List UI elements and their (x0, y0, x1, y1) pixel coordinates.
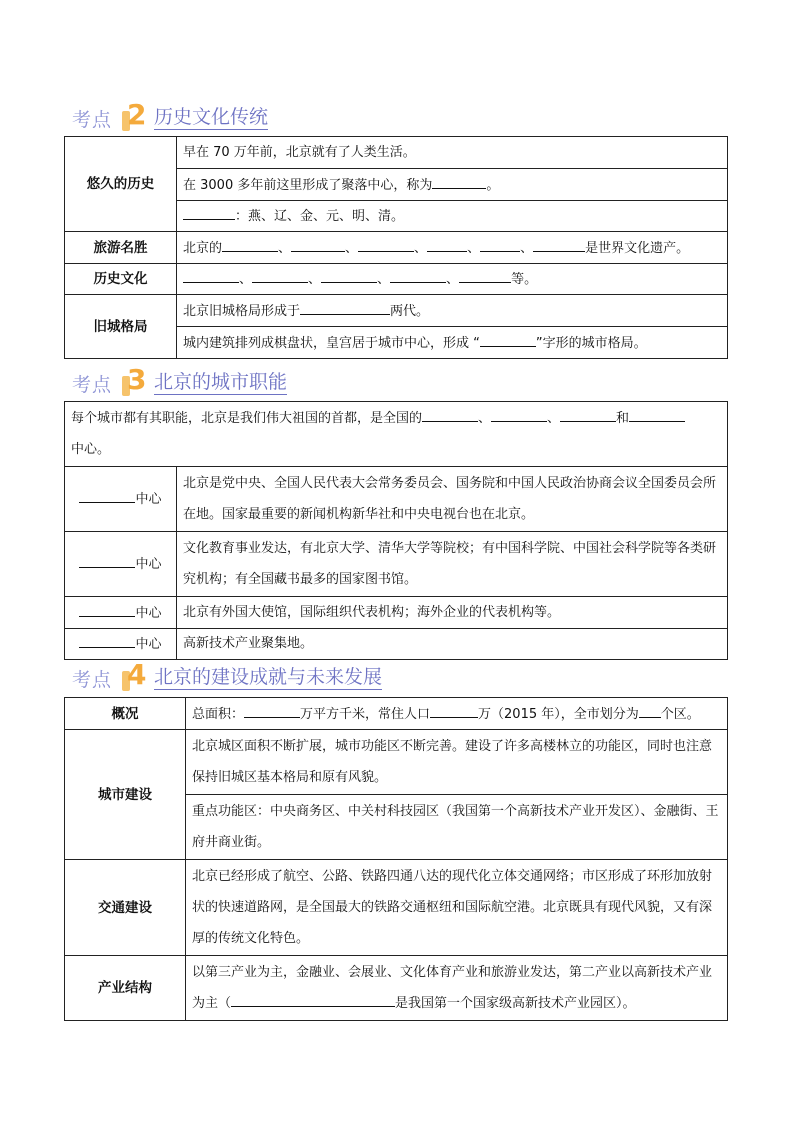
history-text-2: 在 3000 多年前这里形成了聚落中心，称为 。 (177, 169, 728, 201)
city-construction-text-2: 重点功能区：中央商务区、中关村科技园区（我国第一个高新技术产业开发区）、金融街、王府井商业街。 (186, 795, 728, 860)
function-center-1: 中心 (65, 467, 177, 532)
function-text-3: 北京有外国大使馆，国际组织代表机构；海外企业的代表机构等。 (177, 597, 728, 629)
development-table (64, 697, 728, 1021)
function-table (64, 401, 728, 660)
history-text-3: ：燕、辽、金、元、明、清。 (177, 201, 728, 232)
blank (183, 205, 235, 220)
section-2-header (72, 363, 288, 400)
function-text-1: 北京是党中央、全国人民代表大会常务委员会、国务院和中国人民政治协商会议全国委员会所在地。国家最重要的新闻机构新华社和中央电视台也在北京。 (177, 467, 728, 532)
city-construction-label: 城市建设 (65, 730, 186, 860)
number-2-icon: 2 (120, 103, 146, 133)
scenic-label: 旅游名胜 (65, 232, 177, 264)
number-4-icon: 4 (120, 663, 146, 693)
industry-text: 以第三产业为主，金融业、会展业、文化体育产业和旅游业发达，第二产业以高新技术产业为主（ 是我国第一个国家级高新技术产业园区）。 (186, 956, 728, 1021)
kaodian-label: 考点 (72, 668, 113, 691)
scenic-text: 北京的 、 、 、 、 、 是世界文化遗产。 (177, 232, 728, 264)
transport-label: 交通建设 (65, 860, 186, 956)
overview-text: 总面积： 万平方千米，常住人口 万（2015 年），全市划分为 个区。 (186, 698, 728, 730)
section-2-title: 北京的城市职能 (154, 371, 288, 393)
culture-label: 历史文化 (65, 264, 177, 295)
industry-label: 产业结构 (65, 956, 186, 1021)
old-city-label: 旧城格局 (65, 295, 177, 359)
history-label: 悠久的历史 (65, 137, 177, 232)
function-text-2: 文化教育事业发达，有北京大学、清华大学等院校；有中国科学院、中国社会科学院等各类研究机构；有全国藏书最多的国家图书馆。 (177, 532, 728, 597)
transport-text: 北京已经形成了航空、公路、铁路四通八达的现代化立体交通网络；市区形成了环形加放射状的快速道路网，是全国最大的铁路交通枢纽和国际航空港。北京既具有现代风貌，又有深厚的传统文化特色。 (186, 860, 728, 956)
section-3-title: 北京的建设成就与未来发展 (154, 666, 383, 688)
kaodian-label: 考点 (72, 108, 113, 131)
city-construction-text-1: 北京城区面积不断扩展，城市功能区不断完善。建设了许多高楼林立的功能区，同时也注意保持旧城区基本格局和原有风貌。 (186, 730, 728, 795)
history-text-1: 早在 70 万年前，北京就有了人类生活。 (177, 137, 728, 169)
section-1-title: 历史文化传统 (154, 106, 269, 128)
old-city-text-2: 城内建筑排列成棋盘状，皇宫居于城市中心，形成 “ ”字形的城市格局。 (177, 327, 728, 359)
old-city-text-1: 北京旧城格局形成于 两代。 (177, 295, 728, 327)
kaodian-label: 考点 (72, 373, 113, 396)
function-center-4: 中心 (65, 629, 177, 660)
blank (432, 174, 486, 189)
history-table (64, 136, 728, 359)
culture-text: 、 、 、 、 等。 (177, 264, 728, 295)
function-intro: 每个城市都有其职能，北京是我们伟大祖国的首都，是全国的 、 、 和 中心。 (65, 402, 728, 467)
function-center-2: 中心 (65, 532, 177, 597)
number-3-icon: 3 (120, 368, 146, 398)
section-3-header (72, 658, 383, 695)
section-1-header (72, 98, 269, 135)
function-text-4: 高新技术产业聚集地。 (177, 629, 728, 660)
function-center-3: 中心 (65, 597, 177, 629)
overview-label: 概况 (65, 698, 186, 730)
